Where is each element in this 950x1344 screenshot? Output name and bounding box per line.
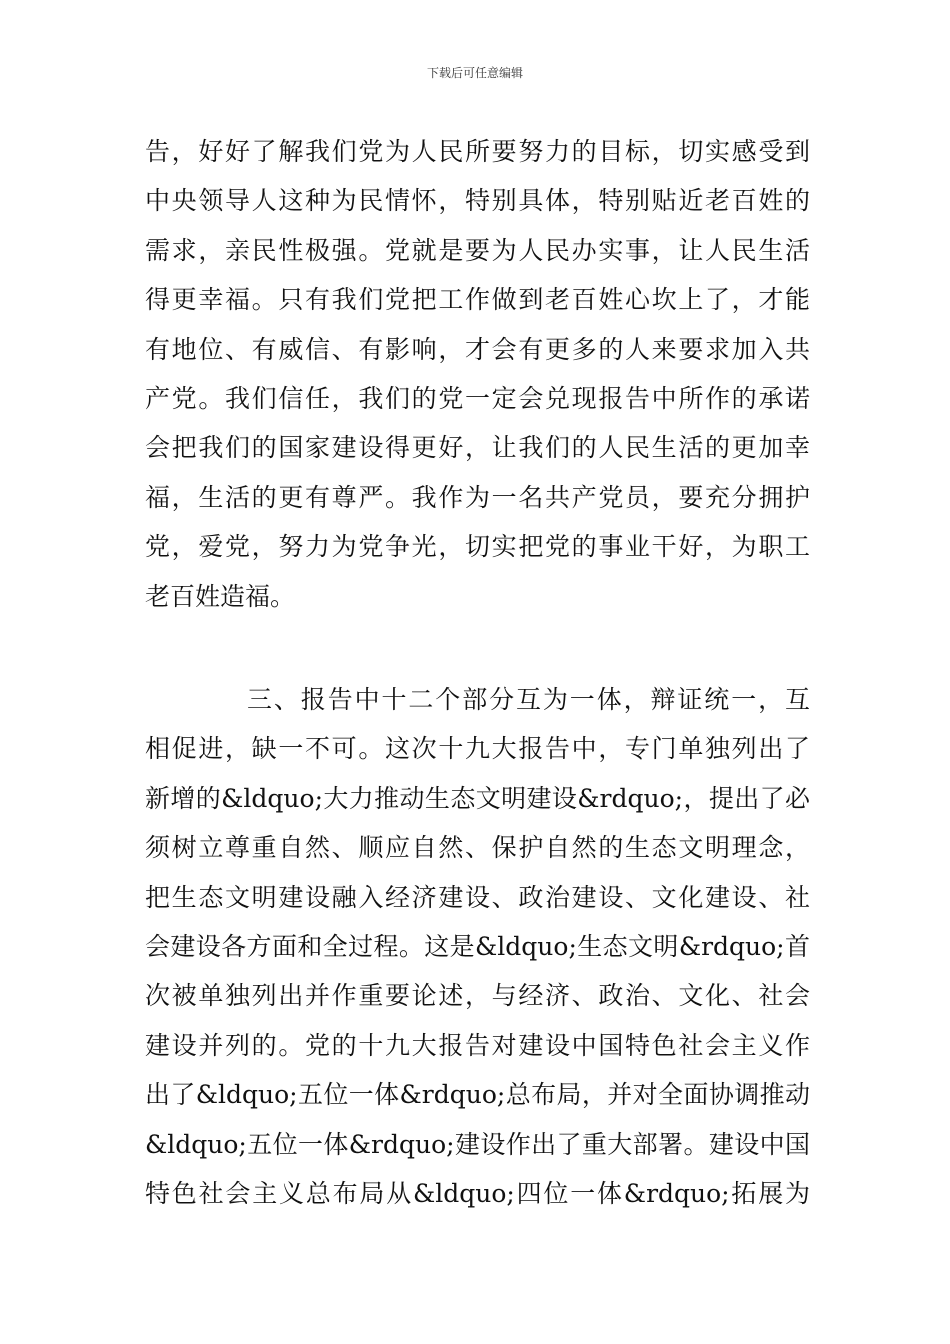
text-line: 三、报告中十二个部分互为一体，辩证统一，互 (247, 685, 810, 714)
text-line: 新增的&ldquo;大力推动生态文明建设&rdquo;，提出了必 (145, 783, 810, 813)
text-line: 须树立尊重自然、顺应自然、保护自然的生态文明理念， (145, 833, 810, 863)
paragraph-2 (145, 675, 810, 1218)
text-line: &ldquo;五位一体&rdquo;建设作出了重大部署。建设中国 (145, 1129, 810, 1159)
paragraph-1 (145, 127, 810, 621)
text-line: 老百姓造福。 (145, 581, 296, 611)
text-line: 会把我们的国家建设得更好，让我们的人民生活的更加幸 (145, 433, 810, 463)
text-line: 得更幸福。只有我们党把工作做到老百姓心坎上了，才能 (145, 285, 810, 315)
text-line: 建设并列的。党的十九大报告对建设中国特色社会主义作 (145, 1030, 810, 1060)
text-line: 告，好好了解我们党为人民所要努力的目标，切实感受到 (145, 137, 810, 166)
text-line: 党，爱党，努力为党争光，切实把党的事业干好，为职工 (145, 532, 810, 562)
text-line: 有地位、有威信、有影响，才会有更多的人来要求加入共 (145, 334, 810, 364)
text-line: 出了&ldquo;五位一体&rdquo;总布局，并对全面协调推动 (145, 1080, 810, 1110)
text-line: 福，生活的更有尊严。我作为一名共产党员，要充分拥护 (145, 482, 810, 512)
text-line: 产党。我们信任，我们的党一定会兑现报告中所作的承诺 (145, 383, 810, 413)
text-line: 特色社会主义总布局从&ldquo;四位一体&rdquo;拓展为 (145, 1178, 810, 1208)
text-line: 会建设各方面和全过程。这是&ldquo;生态文明&rdquo;首 (145, 931, 810, 961)
page-header: 下载后可任意编辑 (426, 66, 523, 80)
text-line: 需求，亲民性极强。党就是要为人民办实事，让人民生活 (145, 235, 810, 265)
text-line: 次被单独列出并作重要论述，与经济、政治、文化、社会 (145, 981, 810, 1011)
text-line: 把生态文明建设融入经济建设、政治建设、文化建设、社 (145, 882, 810, 912)
text-line: 相促进，缺一不可。这次十九大报告中，专门单独列出了 (145, 734, 810, 764)
text-line: 中央领导人这种为民情怀，特别具体，特别贴近老百姓的 (145, 186, 810, 216)
